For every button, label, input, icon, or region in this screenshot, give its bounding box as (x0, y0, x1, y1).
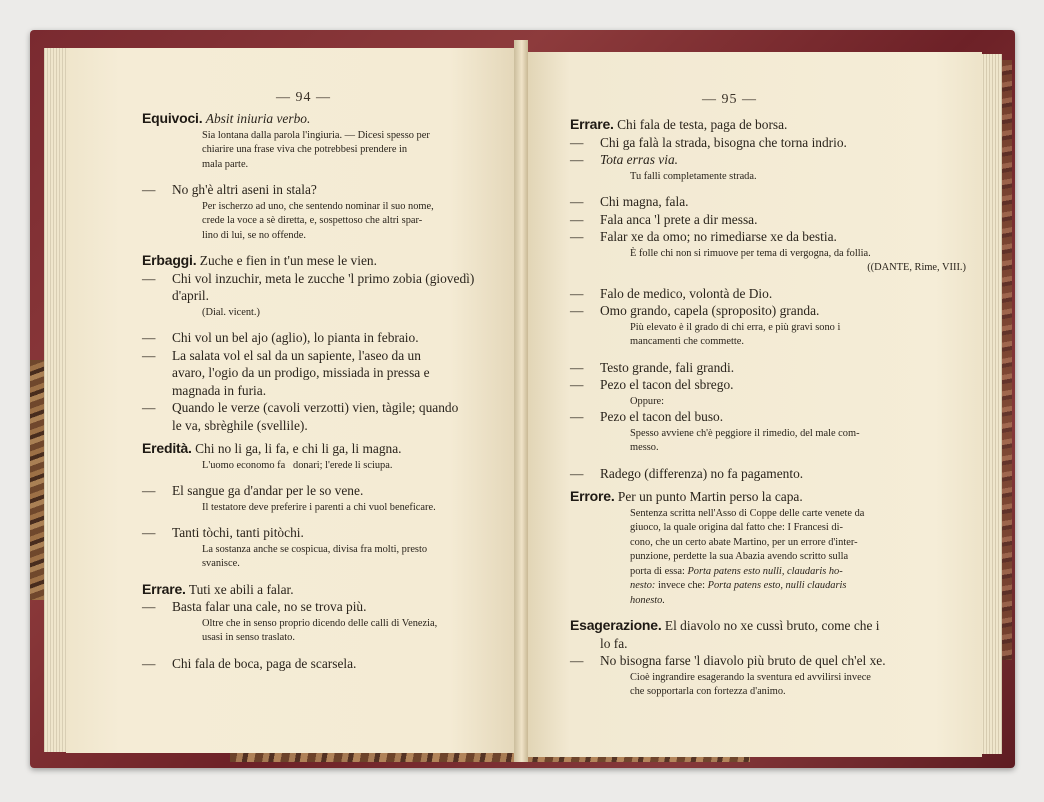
book-gutter (514, 40, 528, 762)
note: Oltre che in senso proprio dicendo delle calli di Venezia, (202, 617, 438, 629)
entry-erbaggi: Erbaggi. Zuche e fien in t'un mese le vien. (142, 252, 377, 268)
proverb-line: — Chi vol inzuchir, meta le zucche 'l primo zobia (giovedì) (142, 270, 475, 286)
note: mancamenti che commette. (630, 336, 744, 347)
proverb-line: — Pezo el tacon del buso. (570, 409, 724, 424)
note: crede la voce a sè diretta, e, sospettoso che altri spar- (202, 215, 423, 226)
proverb-line: — Tota erras via. (570, 152, 679, 167)
note: Per ischerzo ad uno, che sentendo nominar il suo nome, (202, 200, 434, 212)
proverb-line: — Omo grando, capela (sproposito) granda. (570, 303, 820, 318)
entry-equivoci: Equivoci. Absit iniuria verbo. (142, 110, 311, 126)
note: nesto: invece che: Porta patens esto, nulli claudaris (630, 580, 847, 591)
note: chiarire una frase viva che potrebbesi prendere in (202, 144, 408, 155)
entry-errore: Errore. Per un punto Martin perso la capa. (570, 488, 803, 504)
note: honesto. (630, 594, 665, 606)
proverb-line: — El sangue ga d'andar per le so vene. (142, 483, 364, 498)
proverb-line: — Radego (differenza) no fa pagamento. (570, 465, 804, 481)
note: usasi in senso traslato. (202, 632, 295, 643)
proverb-continuation: le va, sbrèghile (svellile). (172, 417, 308, 433)
proverb-line: — Basta falar una cale, no se trova più. (142, 599, 367, 614)
left-page (66, 48, 518, 753)
note: Oppure: (630, 395, 665, 407)
proverb-continuation: magnada in furia. (172, 382, 267, 398)
note: Sia lontana dalla parola l'ingiuria. — Dicesi spesso per (202, 129, 430, 141)
proverb-line: — Testo grande, fali grandi. (570, 359, 735, 375)
proverb-line: — Chi ga falà la strada, bisogna che torna indrio. (570, 134, 847, 150)
note: Sentenza scritta nell'Asso di Coppe delle carte venete da (630, 507, 865, 519)
note: (Dial. vicent.) (202, 306, 260, 318)
proverb-line: — Chi magna, fala. (570, 194, 689, 209)
proverb-line: — Fala anca 'l prete a dir messa. (570, 211, 758, 227)
note: mala parte. (202, 158, 249, 170)
proverb-line: — Tanti tòchi, tanti pitòchi. (142, 525, 304, 540)
proverb-continuation: d'april. (172, 288, 209, 303)
entry-errare: Errare. Tuti xe abili a falar. (142, 580, 294, 597)
citation: ((DANTE, Rime, VIII.) (867, 262, 966, 273)
right-page-text (570, 116, 972, 699)
note: Il testatore deve preferire i parenti a chi vuol beneficare. (202, 501, 436, 513)
note: Tu falli completamente strada. (630, 170, 757, 182)
note: Più elevato è il grado di chi erra, e più gravi sono i (630, 321, 841, 333)
proverb-continuation: lo fa. (600, 635, 628, 651)
proverb-continuation: avaro, l'ogio da un prodigo, missiada in pressa e (172, 365, 430, 380)
note: L'uomo economo fa donari; l'erede li sciupa. (202, 459, 393, 471)
left-page-text (142, 110, 512, 672)
note: messo. (630, 442, 659, 453)
note: svanisce. (202, 558, 240, 569)
proverb-line: — Chi vol un bel ajo (aglio), lo pianta in febraio. (142, 330, 419, 345)
proverb-line: — La salata vol el sal da un sapiente, l'aseo da un (142, 347, 421, 363)
page-number: — 94 — (276, 90, 331, 105)
proverb-line: — Quando le verze (cavoli verzotti) vien, tàgile; quando (142, 400, 459, 415)
proverb-line: — No gh'è altri aseni in stala? (142, 182, 317, 197)
entry-errare: Errare. Chi fala de testa, paga de borsa. (570, 116, 788, 132)
note: lino di lui, se no offende. (202, 229, 306, 241)
proverb-line: — Chi fala de boca, paga de scarsela. (142, 655, 357, 671)
proverb-line: — Pezo el tacon del sbrego. (570, 377, 734, 392)
note: Spesso avviene ch'è peggiore il rimedio, del male com- (630, 427, 860, 439)
proverb-line: — Falo de medico, volontà de Dio. (570, 285, 773, 301)
page-number: — 95 — (702, 92, 757, 107)
note: cono, che un certo abate Martino, per un errore d'inter- (630, 536, 858, 548)
note: La sostanza anche se cospicua, divisa fra molti, presto (202, 543, 428, 555)
proverb-line: — No bisogna farse 'l diavolo più bruto de quel ch'el xe. (570, 653, 886, 668)
note: Cioè ingrandire esagerando la sventura ed avvilirsi invece (630, 671, 871, 683)
note: che sopportarla con fortezza d'animo. (630, 686, 786, 697)
entry-eredita: Eredità. Chi no li ga, li fa, e chi li ga, li magna. (142, 440, 402, 456)
note: punzione, perdette la sua Abazia avendo scritto sulla (630, 551, 849, 562)
note: porta di essa: Porta patens esto nulli, claudaris ho- (630, 565, 843, 577)
proverb-line: — Falar xe da omo; no rimediarse xe da bestia. (570, 229, 837, 244)
note: giuoco, la quale origina dal fatto che: I Francesi di- (630, 522, 843, 533)
entry-esagerazione: Esagerazione. El diavolo no xe cussì bruto, come che i (570, 617, 880, 633)
note: È folle chi non si rimuove per tema di vergogna, da follia. (630, 247, 871, 259)
right-page (524, 52, 982, 757)
